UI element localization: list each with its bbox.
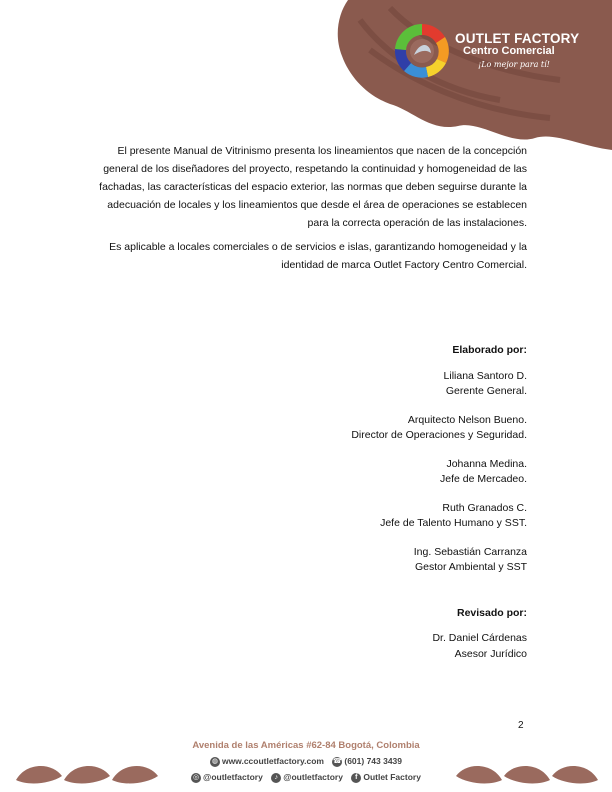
footer <box>0 738 612 792</box>
brand-logo-icon <box>393 22 451 80</box>
person-entry <box>300 413 527 444</box>
elaborado-title: Elaborado por: <box>452 344 527 356</box>
person-entry <box>300 457 527 488</box>
instagram-handle[interactable]: @outletfactory <box>203 772 263 782</box>
person-role: Jefe de Talento Humano y SST. <box>380 517 527 529</box>
tiktok-icon: ♪ <box>271 773 281 783</box>
facebook-handle[interactable]: Outlet Factory <box>363 772 421 782</box>
person-role: Gerente General. <box>445 385 527 397</box>
website-link[interactable]: www.ccoutletfactory.com <box>221 756 324 766</box>
person-role: Jefe de Mercadeo. <box>440 473 527 485</box>
person-name: Johanna Medina. <box>446 457 527 470</box>
footer-address: Avenida de las Américas #62-84 Bogotá, Colombia <box>192 740 420 751</box>
brand-tagline: ¡Lo mejor para tí! <box>478 60 550 69</box>
instagram-item[interactable] <box>191 772 263 782</box>
page-number: 2 <box>518 720 524 731</box>
instagram-icon: ◎ <box>192 773 200 781</box>
decorative-leaves-left-icon <box>14 758 164 788</box>
brand-name: OUTLET FACTORY <box>455 31 580 46</box>
person-entry <box>300 369 527 400</box>
tiktok-handle[interactable]: @outletfactory <box>283 772 343 782</box>
phone-icon: ☎ <box>332 757 342 765</box>
intro-paragraph-2: Es aplicable a locales comerciales o de servicios e islas, garantizando homogeneidad y la identidad de marca Outlet Factory Centro Comercial. <box>109 241 527 271</box>
footer-social-row <box>165 772 447 783</box>
person-name: Liliana Santoro D. <box>443 369 527 382</box>
phone-number: (601) 743 3439 <box>344 756 403 766</box>
revisado-title: Revisado por: <box>456 606 527 619</box>
person-name: Ing. Sebastián Carranza <box>413 545 527 558</box>
brand-subtitle: Centro Comercial <box>463 45 555 57</box>
person-entry <box>300 631 527 662</box>
decorative-leaves-right-icon <box>452 758 602 788</box>
website-item[interactable] <box>210 756 324 766</box>
intro-paragraph-1: El presente Manual de Vitrinismo presenta los lineamientos que nacen de la concepción general de los diseñadores del proyecto, respetando la continuidad y homogeneidad de las fachadas, las características del espacio exterior, las normas que deben seguirse durante la adecuación de locales y los lineamientos que desde el área de operaciones se establecen para la correcta operación de las instalaciones. <box>99 145 527 229</box>
person-name: Ruth Granados C. <box>442 501 527 514</box>
facebook-item[interactable] <box>351 772 421 782</box>
person-role: Asesor Jurídico <box>454 647 527 660</box>
phone-item <box>332 756 402 766</box>
tiktok-item[interactable] <box>271 772 343 782</box>
facebook-icon: f <box>351 773 361 783</box>
person-entry <box>300 545 527 576</box>
header-decorative-blob <box>330 0 612 150</box>
person-role: Director de Operaciones y Seguridad. <box>351 429 527 441</box>
person-name: Dr. Daniel Cárdenas <box>432 632 527 644</box>
credits-section <box>300 343 527 675</box>
person-role: Gestor Ambiental y SST <box>414 561 527 573</box>
footer-contact-row <box>170 756 442 767</box>
person-name: Arquitecto Nelson Bueno. <box>407 413 527 426</box>
intro-text <box>92 142 527 280</box>
person-entry <box>300 501 527 532</box>
globe-icon: ◍ <box>211 757 218 765</box>
